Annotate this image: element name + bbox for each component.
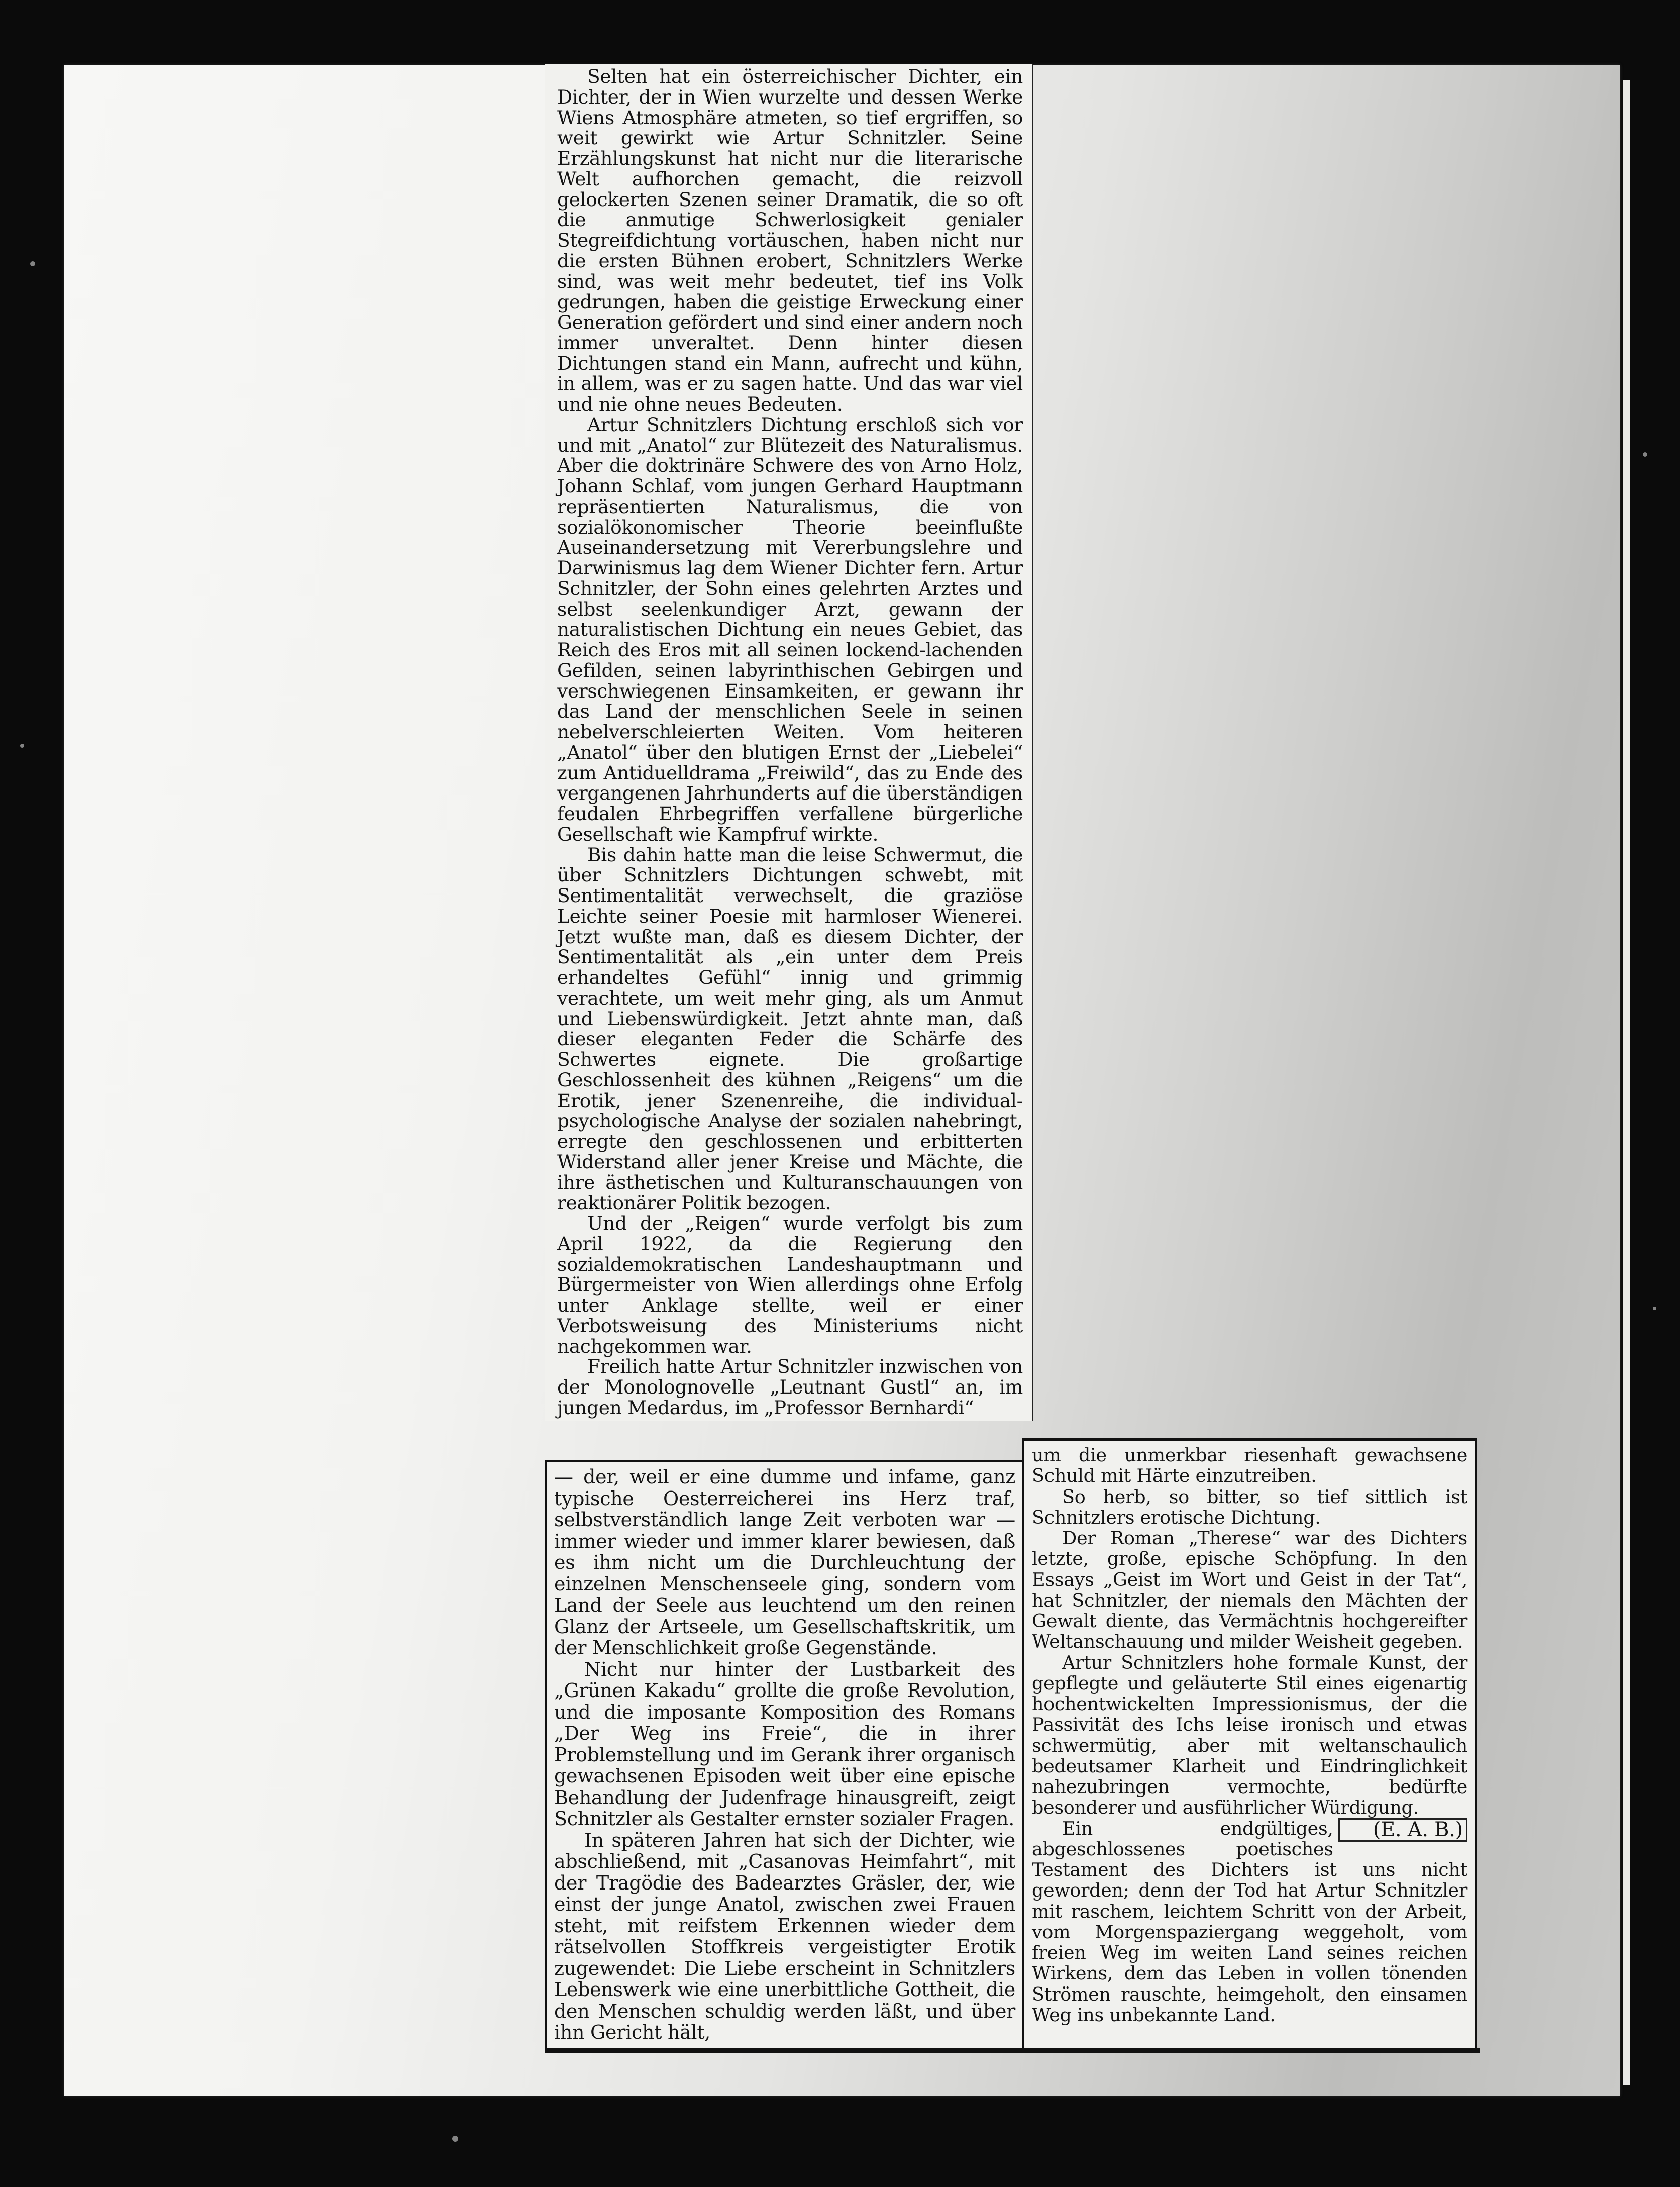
author-signature: (E. A. B.): [1338, 1818, 1467, 1842]
paragraph: Nicht nur hinter der Lustbarkeit des „Grünen Kakadu“ grollte die große Revolution, und die imposante Komposition des Romans „Der Weg ins Freie“, die in ihrer Problemstellung und im Gerank ihrer organisch gewachsenen Episoden weit über eine epische Behandlung der Judenfrage hinausgreift, zeigt Schnitzler als Gestalter ernster sozialer Fragen.: [554, 1658, 1015, 1830]
paragraph: Selten hat ein österreichischer Dichter, ein Dichter, der in Wien wurzelte und dessen Werke Wiens Atmosphäre atmeten, so tief ergriffen, so weit gewirkt wie Artur Schnitzler. Seine Erzählungskunst hat nicht nur die literarische Welt aufhorchen gemacht, die reizvoll gelockerten Szenen seiner Dramatik, die so oft die anmutige Schwerlosigkeit genialer Stegreifdichtung vortäuschen, haben nicht nur die ersten Bühnen erobert, Schnitzlers Werke sind, was weit mehr bedeutet, tief ins Volk gedrungen, haben die geistige Erweckung einer Generation gefördert und sind einer andern noch immer unveraltet. Denn hinter diesen Dichtungen stand ein Mann, aufrecht und kühn, in allem, was er zu sagen hatte. Und das war viel und nie ohne neues Bedeuten.: [557, 65, 1023, 415]
article-column-left: [545, 64, 1033, 1421]
paragraph: Bis dahin hatte man die leise Schwermut, die über Schnitzlers Dichtungen schwebt, mit Sentimentalität verwechselt, die graziöse Leichte seiner Poesie mit harmloser Wienerei. Jetzt wußte man, daß es diesem Dichter, der Sentimentalität als „ein unter dem Preis erhandeltes Gefühl“ innig und grimmig verachtete, um weit mehr ging, als um Anmut und Liebenswürdigkeit. Jetzt ahnte man, daß dieser eleganten Feder die Schärfe des Schwertes eignete. Die großartige Geschlossenheit des kühnen „Reigens“ um die Erotik, jener Szenenreihe, die individual-psychologische Analyse der sozialen nahebringt, erregte den geschlossenen und erbitterten Widerstand aller jener Kreise und Mächte, die ihre ästhetischen und Kulturanschauungen von reaktionärer Politik bezogen.: [557, 843, 1023, 1214]
paragraph-text: Ein endgültiges, abgeschlossenes poetisches Testament des Dichters ist uns nicht geworden; denn der Tod hat Artur Schnitzler mit raschem, leichtem Schritt von der Arbeit, vom Morgenspaziergang weggeholt, vom freien Weg im weiten Land seines reichen Wirkens, dem das Leben in vollen tönenden Strömen rauschte, heimgeholt, den einsamen Weg ins unbekannte Land.: [1032, 1817, 1467, 2026]
dust-speck: [1653, 1307, 1656, 1310]
paragraph: — der, weil er eine dumme und infame, ganz typische Oesterreicherei ins Herz traf, selbstverständlich lange Zeit verboten war — immer wieder und immer klarer bewiesen, daß es ihm nicht um die Durchleuchtung der einzelnen Menschenseele ging, sondern vom Land der Seele aus leuchtend um den reinen Glanz der Artseele, um Gesellschaftskritik, um der Menschlichkeit große Gegenstände.: [554, 1466, 1015, 1659]
paragraph: In späteren Jahren hat sich der Dichter, wie abschließend, mit „Casanovas Heimfahrt“, mit der Tragödie des Badearztes Gräsler, der, wie einst der junge Anatol, zwischen zwei Frauen steht, mit reifstem Erkennen wieder dem rätselvollen Stoffkreis vergeistigter Erotik zugewendet: Die Liebe erscheint in Schnitzlers Lebenswerk wie eine unerbittliche Gottheit, die den Menschen schuldig werden läßt, und über ihn Gericht hält,: [554, 1829, 1015, 2043]
dust-speck: [30, 261, 35, 266]
paragraph: Artur Schnitzlers hohe formale Kunst, der gepflegte und geläuterte Stil eines eigenartig hochentwickelten Impressionismus, der die Passivität des Ichs leise ironisch und etwas schwermütig, aber mit weltanschaulich bedeutsamer Klarheit und Eindringlichkeit nahezubringen vermochte, bedürfte besonderer und ausführlicher Würdigung.: [1032, 1651, 1467, 1819]
paragraph-last: [1032, 1818, 1467, 2026]
dust-speck: [452, 2136, 458, 2142]
article-column-bottom-left: [545, 1460, 1022, 2048]
bottom-rule: [545, 2048, 1480, 2053]
article-column-bottom-right: [1022, 1438, 1477, 2048]
dust-speck: [1643, 452, 1647, 457]
paragraph: Freilich hatte Artur Schnitzler inzwischen von der Monolognovelle „Leutnant Gustl“ an, im jungen Medardus, im „Professor Bernhardi“: [557, 1355, 1023, 1419]
paragraph: Und der „Reigen“ wurde verfolgt bis zum April 1922, da die Regierung den sozialdemokratischen Landeshauptmann und Bürgermeister von Wien allerdings ohne Erfolg unter Anklage stellte, weil er einer Verbotsweisung des Ministeriums nicht nachgekommen war.: [557, 1212, 1023, 1357]
paragraph: Der Roman „Therese“ war des Dichters letzte, große, epische Schöpfung. In den Essays „Geist im Wort und Geist in der Tat“, hat Schnitzler, der niemals den Mächten der Gewalt diente, das Vermächtnis hochgereifter Weltanschauung und milder Weisheit gegeben.: [1032, 1527, 1467, 1653]
sheet-edge: [1623, 80, 1630, 2085]
dust-speck: [20, 744, 24, 748]
paragraph: So herb, so bitter, so tief sittlich ist Schnitzlers erotische Dichtung.: [1032, 1485, 1467, 1528]
paragraph: Artur Schnitzlers Dichtung erschloß sich vor und mit „Anatol“ zur Blütezeit des Naturalismus. Aber die doktrinäre Schwere des von Arno Holz, Johann Schlaf, vom jungen Gerhard Hauptmann repräsentierten Naturalismus, die von sozialökonomischer Theorie beeinflußte Auseinandersetzung mit Vererbungslehre und Darwinismus lag dem Wiener Dichter fern. Artur Schnitzler, der Sohn eines gelehrten Arztes und selbst seelenkundiger Arzt, gewann der naturalistischen Dichtung ein neues Gebiet, das Reich des Eros mit all seinen lockend-lachenden Gefilden, seinen labyrinthischen Gebirgen und verschwiegenen Einsamkeiten, er gewann ihr das Land der menschlichen Seele in seinen nebelverschleierten Weiten. Vom heiteren „Anatol“ über den blutigen Ernst der „Liebelei“ zum Antiduelldrama „Freiwild“, das zu Ende des vergangenen Jahrhunderts auf die überständigen feudalen Ehrbegriffen verfallene bürgerliche Gesellschaft wie Kampfruf wirkte.: [557, 413, 1023, 845]
paragraph: um die unmerkbar riesenhaft gewachsene Schuld mit Härte einzutreiben.: [1032, 1444, 1467, 1487]
